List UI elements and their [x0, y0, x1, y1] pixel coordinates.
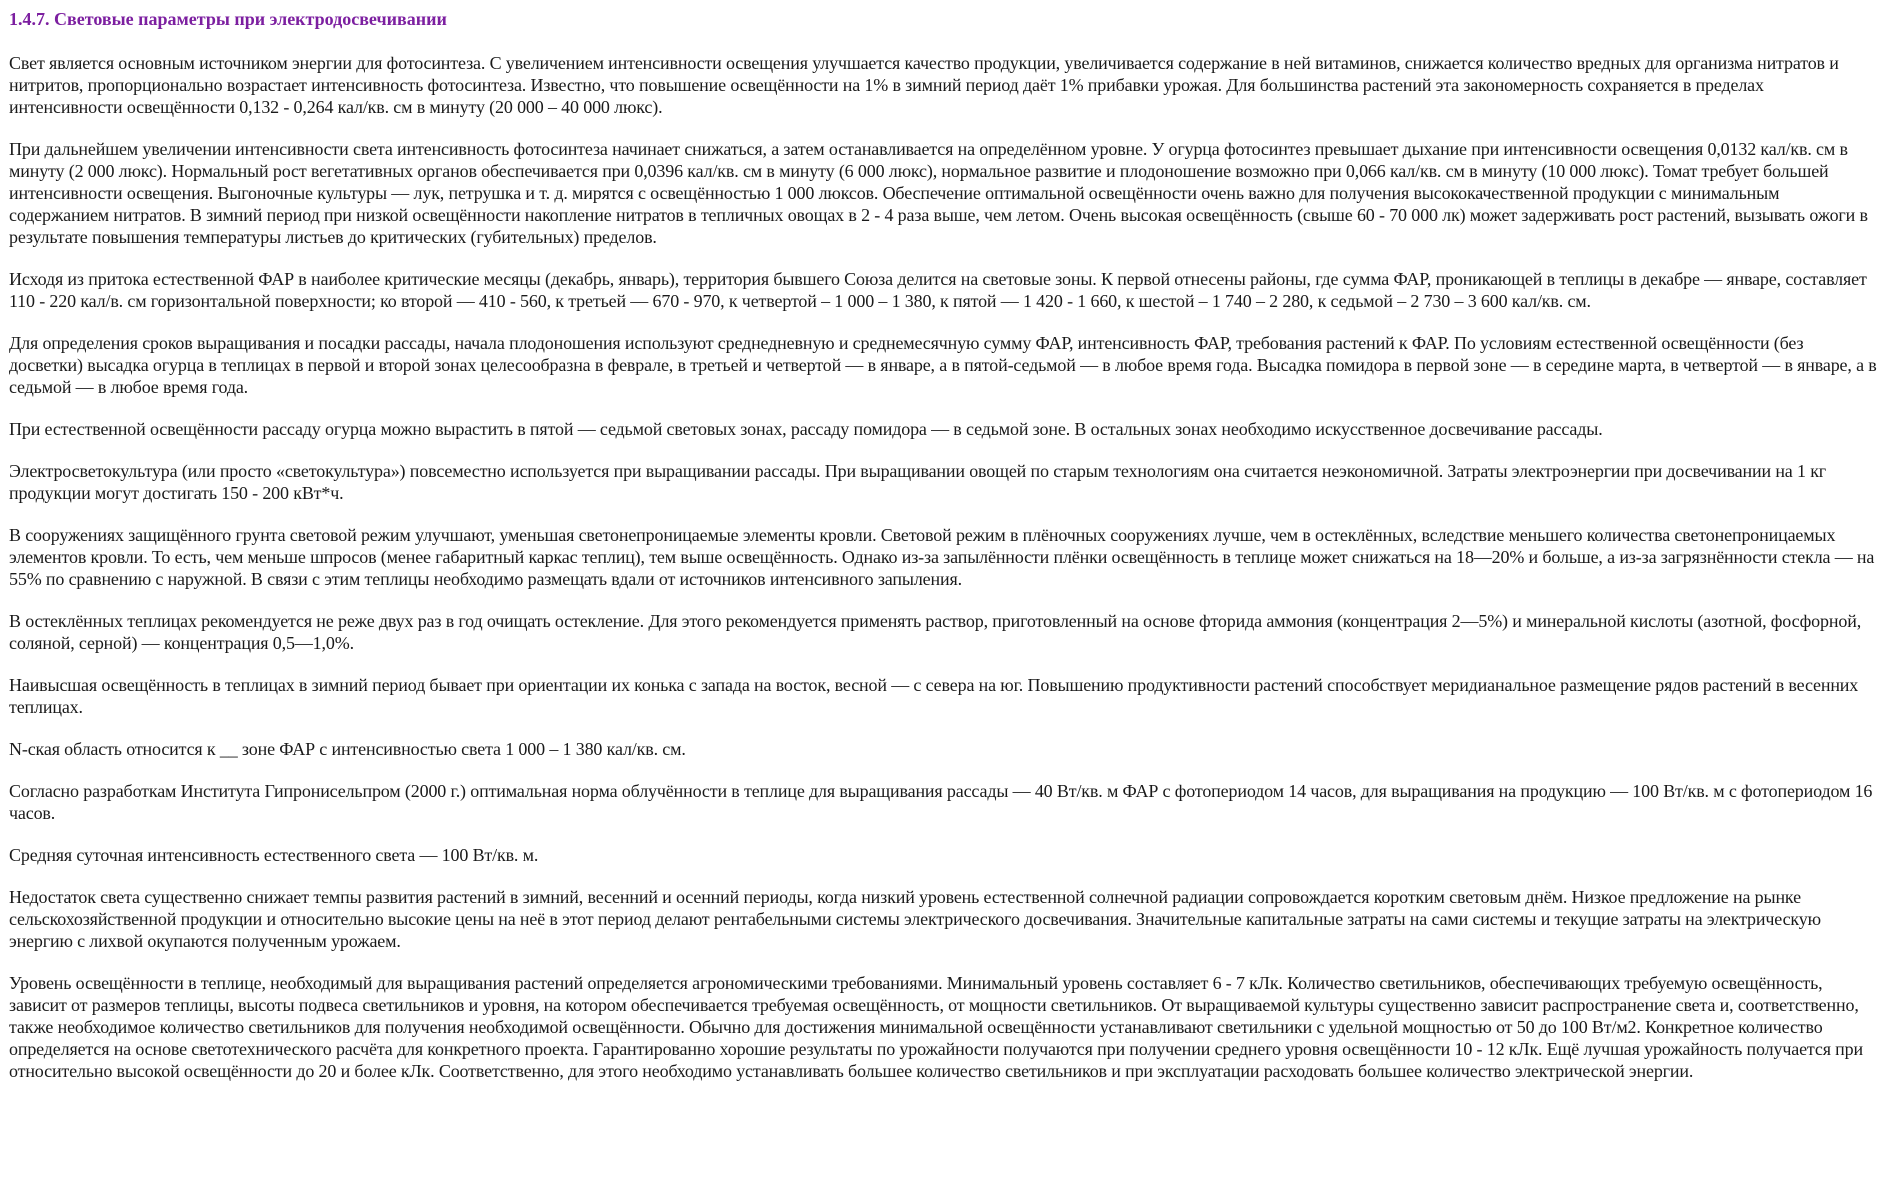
paragraph-9: Наивысшая освещённость в теплицах в зимний период бывает при ориентации их конька с запада на восток, весной — с севера на юг. Повышению продуктивности растений способствует меридианальное размещение рядов растений в весенних теплицах.: [9, 675, 1859, 717]
paragraph-1: Свет является основным источником энергии для фотосинтеза. С увеличением интенсивности освещения улучшается качество продукции, увеличивается содержание в ней витаминов, снижается количество вредных для организма нитратов и нитритов, пропорционально возрастает интенсивность фотосинтеза. Известно, что повышение освещённости на 1% в зимний период даёт 1% прибавки урожая. Для большинства растений эта закономерность сохраняется в пределах интенсивности освещённости 0,132 - 0,264 кал/кв. см в минуту (20 000 – 40 000 люкс).: [9, 53, 1839, 117]
paragraph-10: N-ская область относится к __ зоне ФАР с интенсивностью света 1 000 – 1 380 кал/кв. см.: [9, 739, 686, 759]
paragraph-13: Недостаток света существенно снижает темпы развития растений в зимний, весенний и осенний периоды, когда низкий уровень естественной солнечной радиации сопровождается коротким световым днём. Низкое предложение на рынке сельскохозяйственной продукции и относительно высокие цены на неё в этот период делают рентабельными системы электрического досвечивания. Значительные капитальные затраты на сами системы и текущие затраты на электрическую энергию с лихвой окупаются полученным урожаем.: [9, 887, 1821, 951]
paragraph-3: Исходя из притока естественной ФАР в наиболее критические месяцы (декабрь, январь), территория бывшего Союза делится на световые зоны. К первой отнесены районы, где сумма ФАР, проникающей в теплицы в декабре — январе, составляет 110 - 220 кал/в. см горизонтальной поверхности; ко второй — 410 - 560, к третьей — 670 - 970, к четвертой – 1 000 – 1 380, к пятой — 1 420 - 1 660, к шестой – 1 740 – 2 280, к седьмой – 2 730 – 3 600 кал/кв. см.: [9, 269, 1867, 311]
paragraph-4: Для определения сроков выращивания и посадки рассады, начала плодоношения используют среднедневную и среднемесячную сумму ФАР, интенсивность ФАР, требования растений к ФАР. По условиям естественной освещённости (без досветки) высадка огурца в теплицах в первой и второй зонах целесообразна в феврале, в третьей и четвертой — в январе, а в пятой-седьмой — в любое время года. Высадка помидора в первой зоне — в середине марта, в четвертой — в январе, а в седьмой — в любое время года.: [9, 333, 1877, 397]
section-title: 1.4.7. Световые параметры при электродосвечивании: [9, 9, 447, 29]
paragraph-6: Электросветокультура (или просто «светокультура») повсеместно используется при выращивании рассады. При выращивании овощей по старым технологиям она считается неэкономичной. Затраты электроэнергии при досвечивании на 1 кг продукции могут достигать 150 - 200 кВт*ч.: [9, 461, 1827, 503]
paragraph-11: Согласно разработкам Института Гипронисельпром (2000 г.) оптимальная норма облучённости в теплице для выращивания рассады — 40 Вт/кв. м ФАР с фотопериодом 14 часов, для выращивания на продукцию — 100 Вт/кв. м с фотопериодом 16 часов.: [9, 781, 1873, 823]
paragraph-5: При естественной освещённости рассаду огурца можно вырастить в пятой — седьмой световых зонах, рассаду помидора — в седьмой зоне. В остальных зонах необходимо искусственное досвечивание рассады.: [9, 419, 1603, 439]
paragraph-2: При дальнейшем увеличении интенсивности света интенсивность фотосинтеза начинает снижаться, а затем останавливается на определённом уровне. У огурца фотосинтез превышает дыхание при интенсивности освещения 0,0132 кал/кв. см в минуту (2 000 люкс). Нормальный рост вегетативных органов обеспечивается при 0,0396 кал/кв. см в минуту (6 000 люкс), нормальное развитие и плодоношение возможно при 0,066 кал/кв. см в минуту (10 000 люкс). Томат требует большей интенсивности освещения. Выгоночные культуры — лук, петрушка и т. д. мирятся с освещённостью 1 000 люксов. Обеспечение оптимальной освещённости очень важно для получения высококачественной продукции с минимальным содержанием нитратов. В зимний период при низкой освещённости накопление нитратов в тепличных овощах в 2 - 4 раза выше, чем летом. Очень высокая освещённость (свыше 60 - 70 000 лк) может задерживать рост растений, вызывать ожоги в результате повышения температуры листьев до критических (губительных) пределов.: [9, 139, 1868, 247]
paragraph-14: Уровень освещённости в теплице, необходимый для выращивания растений определяется агрономическими требованиями. Минимальный уровень составляет 6 - 7 кЛк. Количество светильников, обеспечивающих требуемую освещённость, зависит от размеров теплицы, высоты подвеса светильников и уровня, на котором обеспечивается требуемая освещённость, от мощности светильников. От выращиваемой культуры существенно зависит распространение света и, соответственно, также необходимое количество светильников для получения необходимой освещённости. Обычно для достижения минимальной освещённости устанавливают светильники с удельной мощностью от 50 до 100 Вт/м2. Конкретное количество определяется на основе светотехнического расчёта для конкретного проекта. Гарантированно хорошие результаты по урожайности получаются при получении среднего уровня освещённости 10 - 12 кЛк. Ещё лучшая урожайность получается при относительно высокой освещённости до 20 и более кЛк. Соответственно, для этого необходимо устанавливать большее количество светильников и при эксплуатации расходовать большее количество электрической энергии.: [9, 973, 1863, 1081]
paragraph-7: В сооружениях защищённого грунта световой режим улучшают, уменьшая светонепроницаемые элементы кровли. Световой режим в плёночных сооружениях лучше, чем в остеклённых, вследствие меньшего количества светонепроницаемых элементов кровли. То есть, чем меньше шпросов (менее габаритный каркас теплиц), тем выше освещённость. Однако из-за запылённости плёнки освещённость в теплице может снижаться на 18—20% и больше, а из-за загрязнённости стекла — на 55% по сравнению с наружной. В связи с этим теплицы необходимо размещать вдали от источников интенсивного запыления.: [9, 525, 1875, 589]
paragraph-8: В остеклённых теплицах рекомендуется не реже двух раз в год очищать остекление. Для этого рекомендуется применять раствор, приготовленный на основе фторида аммония (концентрация 2—5%) и минеральной кислоты (азотной, фосфорной, соляной, серной) — концентрация 0,5—1,0%.: [9, 611, 1862, 653]
paragraph-12: Средняя суточная интенсивность естественного света — 100 Вт/кв. м.: [9, 845, 539, 865]
